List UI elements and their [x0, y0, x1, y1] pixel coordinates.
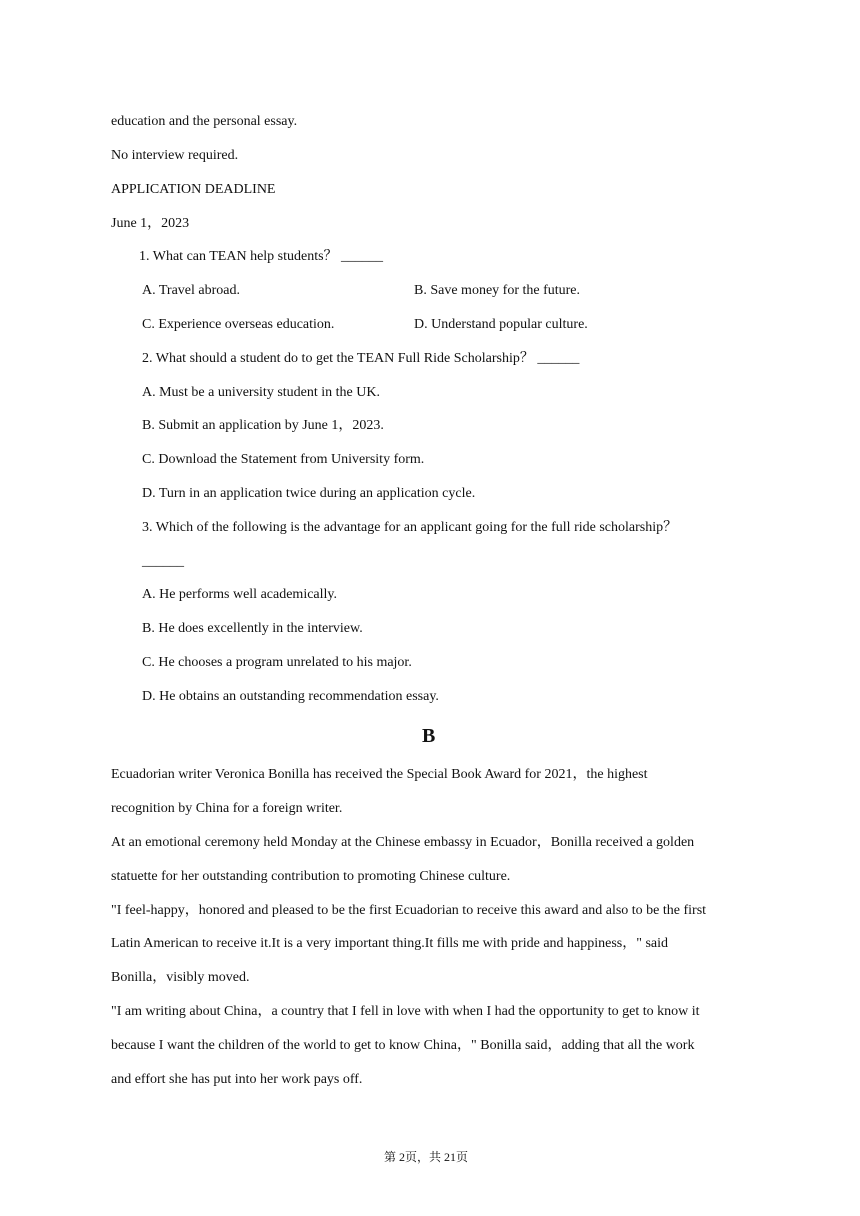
- deadline-date: June 1，2023: [111, 216, 190, 231]
- question-1-stem: 1. What can TEAN help students？ ______: [139, 249, 384, 264]
- question-2-option-d: D. Turn in an application twice during an application cycle.: [142, 486, 476, 501]
- intro-line-1: education and the personal essay.: [111, 114, 298, 129]
- passage-line: "I am writing about China，a country that I fell in love with when I had the opportunity to get to know it: [111, 1004, 700, 1019]
- passage-line: statuette for her outstanding contribution to promoting Chinese culture.: [111, 869, 511, 884]
- intro-line-2: No interview required.: [111, 148, 239, 163]
- question-3-stem: 3. Which of the following is the advantage for an applicant going for the full ride scholarship？: [142, 520, 678, 535]
- question-1-option-d: D. Understand popular culture.: [414, 317, 588, 332]
- passage-line: Ecuadorian writer Veronica Bonilla has received the Special Book Award for 2021，the highest: [111, 767, 648, 782]
- question-3-option-b: B. He does excellently in the interview.: [142, 621, 363, 636]
- question-1-option-c: C. Experience overseas education.: [142, 317, 335, 332]
- question-2-option-c: C. Download the Statement from University form.: [142, 452, 425, 467]
- passage-line: Bonilla，visibly moved.: [111, 970, 250, 985]
- question-3-option-d: D. He obtains an outstanding recommendation essay.: [142, 689, 439, 704]
- section-heading: B: [422, 725, 436, 747]
- question-2-option-a: A. Must be a university student in the UK.: [142, 385, 380, 400]
- passage-line: because I want the children of the world to get to know China，" Bonilla said，adding that all the work: [111, 1038, 695, 1053]
- passage-line: recognition by China for a foreign writer.: [111, 801, 343, 816]
- page-number: 第 2页，共 21页: [384, 1150, 469, 1164]
- question-3-blank: ______: [142, 554, 184, 569]
- question-2-stem: 2. What should a student do to get the TEAN Full Ride Scholarship？ ______: [142, 351, 580, 366]
- question-3-option-c: C. He chooses a program unrelated to his major.: [142, 655, 412, 670]
- passage-line: and effort she has put into her work pays off.: [111, 1072, 363, 1087]
- passage-line: "I feel-happy，honored and pleased to be the first Ecuadorian to receive this award and also to be the first: [111, 903, 707, 918]
- passage-line: At an emotional ceremony held Monday at the Chinese embassy in Ecuador，Bonilla received a golden: [111, 835, 695, 850]
- question-1-option-b: B. Save money for the future.: [414, 283, 581, 298]
- deadline-heading: APPLICATION DEADLINE: [111, 182, 276, 197]
- question-1-option-a: A. Travel abroad.: [142, 283, 240, 298]
- question-3-option-a: A. He performs well academically.: [142, 587, 338, 602]
- passage-line: Latin American to receive it.It is a very important thing.It fills me with pride and happiness，" said: [111, 936, 669, 951]
- question-2-option-b: B. Submit an application by June 1，2023.: [142, 418, 384, 433]
